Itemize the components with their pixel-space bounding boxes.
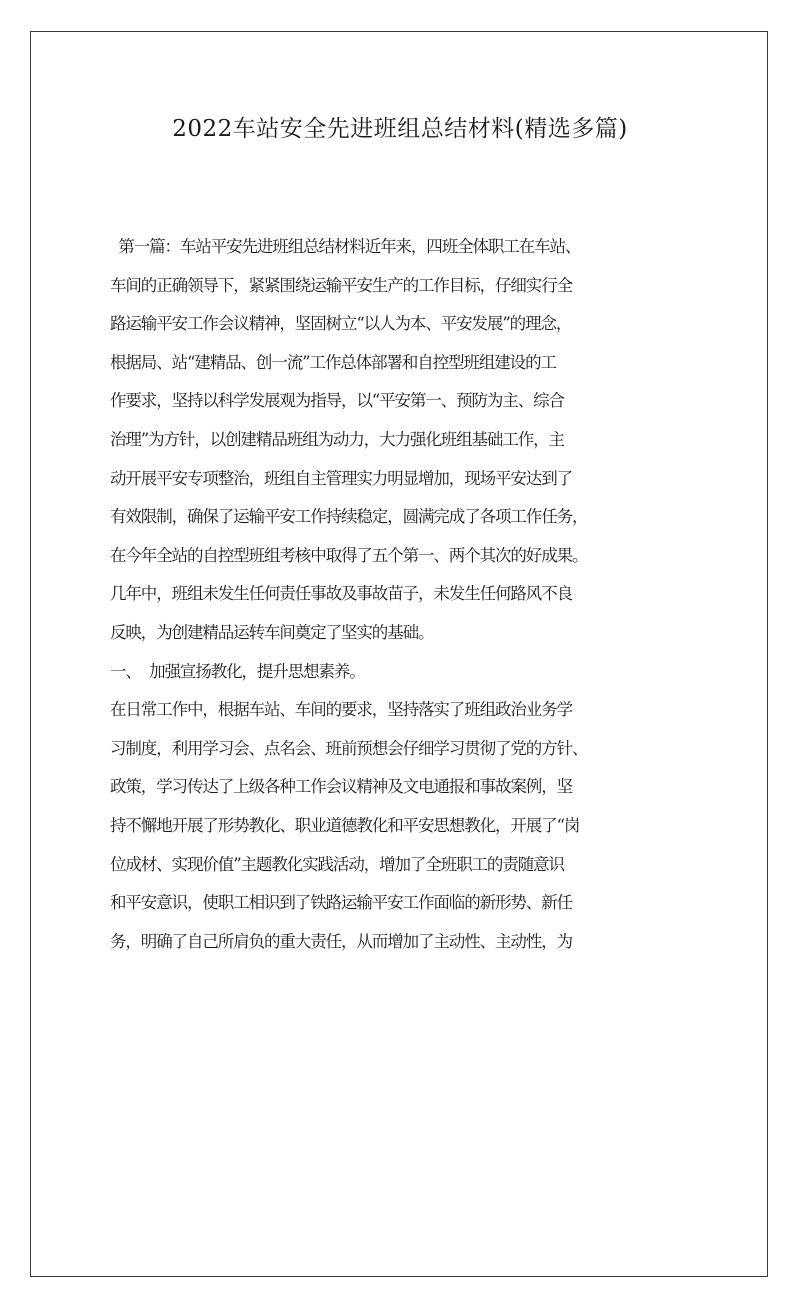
body-line: 持不懈地开展了形势教化、职业道德教化和平安思想教化，开展了“岗: [110, 815, 580, 835]
body-line: 路运输平安工作会议精神，坚固树立“以人为本、平安发展”的理念，: [110, 314, 572, 334]
body-line: 动开展平安专项整治，班组自主管理实力明显增加，现场平安达到了: [110, 468, 573, 488]
body-line: 几年中，班组未发生任何责任事故及事故苗子，未发生任何路风不良: [110, 584, 573, 604]
body-line: 位成材、实现价值”主题教化实践活动，增加了全班职工的责随意识: [110, 854, 564, 874]
body-line: 务，明确了自己所肩负的重大责任，从而增加了主动性、主动性，为: [110, 931, 573, 951]
document-body: [110, 228, 710, 961]
body-line: 根据局、站“建精品、创一流”工作总体部署和自控型班组建设的工: [110, 352, 556, 372]
body-line: 政策，学习传达了上级各种工作会议精神及文电通报和事故案例，坚: [110, 777, 573, 797]
body-line: 车间的正确领导下，紧紧围绕运输平安生产的工作目标，仔细实行全: [110, 275, 573, 295]
body-line: 和平安意识，使职工相识到了铁路运输平安工作面临的新形势、新任: [110, 893, 573, 913]
body-line: 治理”为方针，以创建精品班组为动力，大力强化班组基础工作，主: [110, 429, 564, 449]
document-title: 2022车站安全先进班组总结材料(精选多篇): [172, 116, 628, 142]
section-heading: 一、 加强宣扬教化，提升思想素养。: [110, 661, 365, 681]
body-line: 有效限制，确保了运输平安工作持续稳定，圆满完成了各项工作任务，: [110, 507, 588, 527]
body-line: 在今年全站的自控型班组考核中取得了五个第一、两个其次的好成果。: [110, 545, 588, 565]
body-line: 作要求，坚持以科学发展观为指导，以“平安第一、预防为主、综合: [110, 391, 564, 411]
body-line: 第一篇：车站平安先进班组总结材料近年来，四班全体职工在车站、: [110, 237, 581, 256]
body-line: 习制度，利用学习会、点名会、班前预想会仔细学习贯彻了党的方针、: [110, 738, 588, 758]
body-line: 在日常工作中，根据车站、车间的要求，坚持落实了班组政治业务学: [110, 700, 573, 720]
body-line: 反映，为创建精品运转车间奠定了坚实的基础。: [110, 622, 434, 642]
